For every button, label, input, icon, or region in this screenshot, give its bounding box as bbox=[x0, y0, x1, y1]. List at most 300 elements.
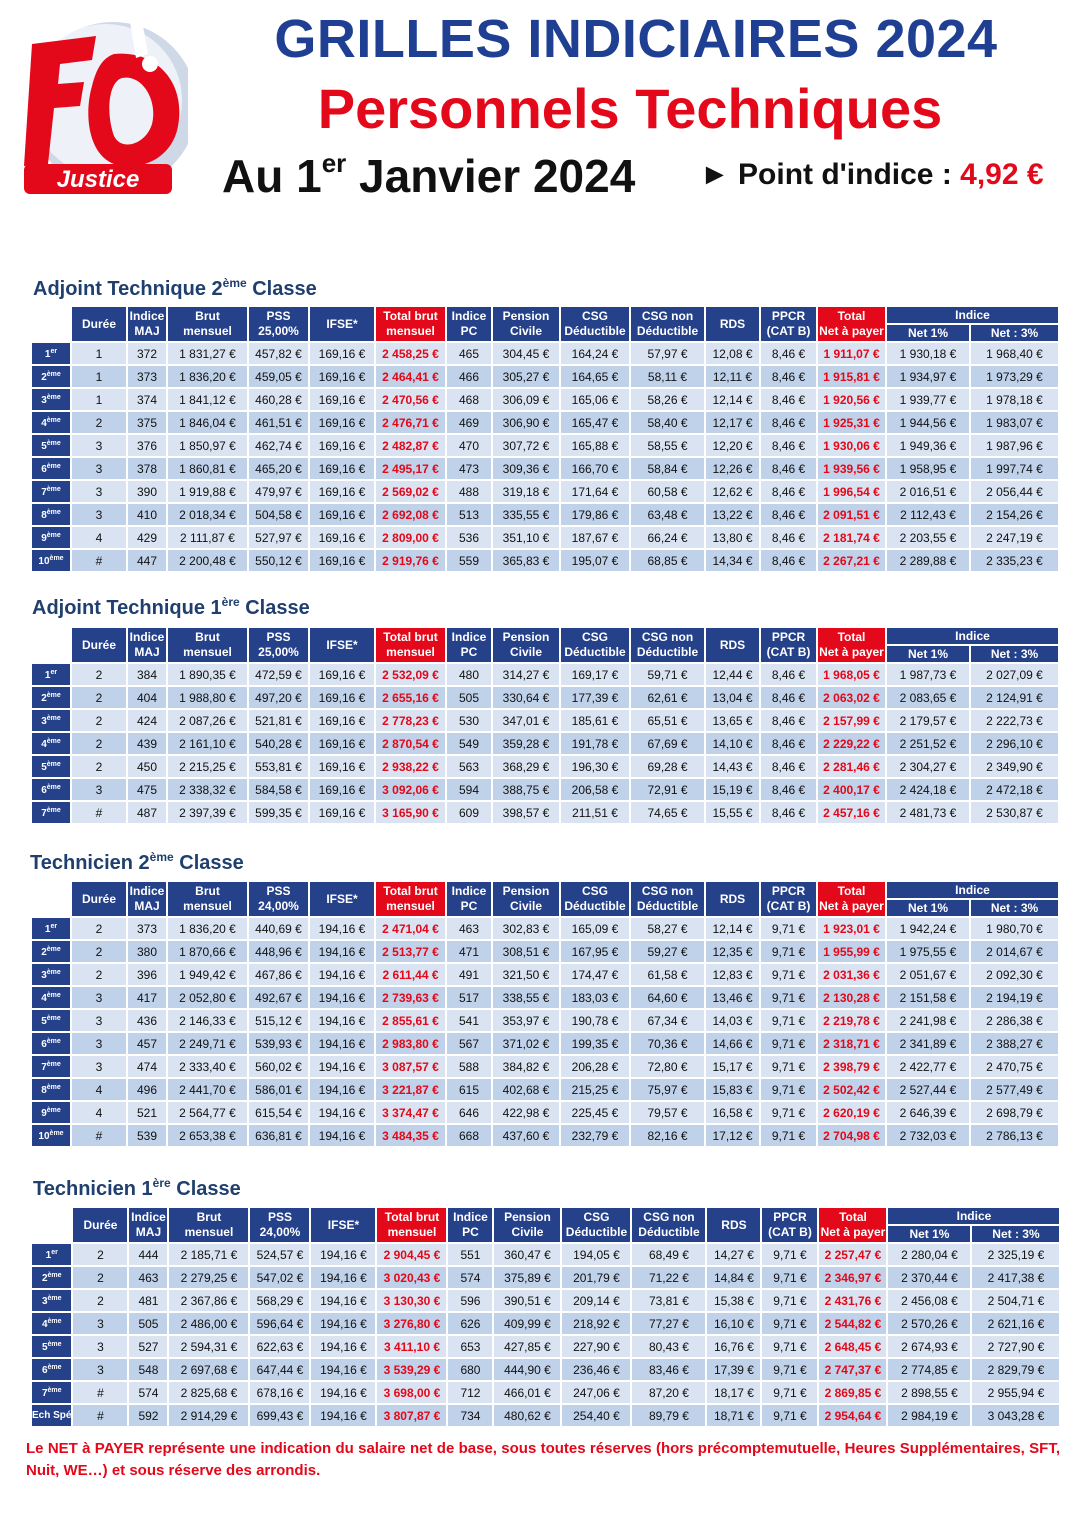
cell-ppcr: 8,46 € bbox=[761, 756, 816, 777]
cell-csg-non-deductible: 72,80 € bbox=[631, 1056, 704, 1077]
salary-grid-table bbox=[30, 626, 1060, 825]
cell-indice-pc: 466 bbox=[447, 366, 491, 387]
table-row bbox=[32, 710, 1058, 731]
cell-duree: 3 bbox=[72, 1033, 126, 1054]
cell-total-net: 1 968,05 € bbox=[818, 664, 885, 685]
cell-ppcr: 9,71 € bbox=[762, 1336, 817, 1357]
header-csg-deductible: CSG Déductible bbox=[562, 1208, 630, 1242]
cell-csg-deductible: 194,05 € bbox=[562, 1244, 630, 1265]
cell-indice-maj: 539 bbox=[128, 1125, 166, 1146]
cell-indice-maj: 380 bbox=[128, 941, 166, 962]
cell-pss: 448,96 € bbox=[249, 941, 308, 962]
cell-indice-pc: 513 bbox=[447, 504, 491, 525]
cell-total-brut: 2 904,45 € bbox=[377, 1244, 446, 1265]
cell-total-brut: 2 855,61 € bbox=[376, 1010, 445, 1031]
cell-net-3: 3 043,28 € bbox=[972, 1405, 1059, 1426]
cell-pension-civile: 409,99 € bbox=[494, 1313, 560, 1334]
cell-indice-pc: 594 bbox=[447, 779, 491, 800]
cell-net-1: 1 934,97 € bbox=[887, 366, 969, 387]
header-net-1: Net 1% bbox=[887, 646, 969, 662]
echelon-label: 2ème bbox=[32, 687, 70, 708]
cell-indice-maj: 574 bbox=[129, 1382, 167, 1403]
cell-indice-pc: 465 bbox=[447, 343, 491, 364]
header-ppcr: PPCR (CAT B) bbox=[762, 1208, 817, 1242]
cell-csg-deductible: 247,06 € bbox=[562, 1382, 630, 1403]
cell-ppcr: 9,71 € bbox=[761, 1125, 816, 1146]
cell-brut-mensuel: 2 397,39 € bbox=[168, 802, 247, 823]
cell-ppcr: 9,71 € bbox=[762, 1405, 817, 1426]
cell-ppcr: 9,71 € bbox=[762, 1244, 817, 1265]
table-row bbox=[32, 366, 1058, 387]
cell-ppcr: 8,46 € bbox=[761, 366, 816, 387]
table-row bbox=[32, 1267, 1059, 1288]
cell-rds: 13,65 € bbox=[706, 710, 759, 731]
header-duree: Durée bbox=[72, 307, 126, 341]
cell-csg-non-deductible: 58,40 € bbox=[631, 412, 704, 433]
cell-duree: 2 bbox=[72, 756, 126, 777]
table-row bbox=[32, 733, 1058, 754]
cell-rds: 12,44 € bbox=[706, 664, 759, 685]
header-duree: Durée bbox=[72, 628, 126, 662]
header-blank bbox=[32, 1208, 71, 1242]
cell-net-3: 2 621,16 € bbox=[972, 1313, 1059, 1334]
cell-csg-non-deductible: 64,60 € bbox=[631, 987, 704, 1008]
cell-ifse: 169,16 € bbox=[310, 412, 374, 433]
echelon-label: 8ème bbox=[32, 504, 70, 525]
cell-indice-maj: 505 bbox=[129, 1313, 167, 1334]
header-net-1: Net 1% bbox=[887, 900, 969, 916]
cell-net-3: 2 296,10 € bbox=[971, 733, 1058, 754]
cell-brut-mensuel: 1 860,81 € bbox=[168, 458, 247, 479]
cell-net-3: 2 388,27 € bbox=[971, 1033, 1058, 1054]
cell-pss: 492,67 € bbox=[249, 987, 308, 1008]
cell-pension-civile: 359,28 € bbox=[493, 733, 559, 754]
cell-pension-civile: 302,83 € bbox=[493, 918, 559, 939]
cell-ifse: 169,16 € bbox=[310, 779, 374, 800]
cell-net-3: 2 286,38 € bbox=[971, 1010, 1058, 1031]
cell-csg-non-deductible: 67,34 € bbox=[631, 1010, 704, 1031]
cell-ifse: 169,16 € bbox=[310, 710, 374, 731]
cell-ifse: 194,16 € bbox=[311, 1290, 375, 1311]
cell-ifse: 194,16 € bbox=[311, 1359, 375, 1380]
cell-net-1: 2 083,65 € bbox=[887, 687, 969, 708]
cell-duree: 1 bbox=[72, 389, 126, 410]
cell-brut-mensuel: 2 052,80 € bbox=[168, 987, 247, 1008]
cell-indice-pc: 530 bbox=[447, 710, 491, 731]
cell-pension-civile: 308,51 € bbox=[493, 941, 559, 962]
header-csg-deductible: CSG Déductible bbox=[561, 307, 629, 341]
cell-indice-pc: 734 bbox=[448, 1405, 492, 1426]
cell-csg-deductible: 169,17 € bbox=[561, 664, 629, 685]
cell-indice-maj: 439 bbox=[128, 733, 166, 754]
cell-pension-civile: 338,55 € bbox=[493, 987, 559, 1008]
cell-net-3: 2 222,73 € bbox=[971, 710, 1058, 731]
cell-rds: 15,19 € bbox=[706, 779, 759, 800]
cell-total-net: 2 954,64 € bbox=[819, 1405, 886, 1426]
cell-duree: 3 bbox=[72, 458, 126, 479]
cell-pension-civile: 360,47 € bbox=[494, 1244, 560, 1265]
header-pension-civile: Pension Civile bbox=[493, 882, 559, 916]
cell-total-net: 2 229,22 € bbox=[818, 733, 885, 754]
header-ifse: IFSE* bbox=[311, 1208, 375, 1242]
echelon-label: 10ème bbox=[32, 1125, 70, 1146]
cell-ppcr: 9,71 € bbox=[761, 1102, 816, 1123]
echelon-label: 10ème bbox=[32, 550, 70, 571]
cell-duree: 3 bbox=[73, 1336, 127, 1357]
cell-total-brut: 2 471,04 € bbox=[376, 918, 445, 939]
cell-csg-deductible: 201,79 € bbox=[562, 1267, 630, 1288]
cell-ifse: 169,16 € bbox=[310, 756, 374, 777]
cell-pss: 647,44 € bbox=[250, 1359, 309, 1380]
cell-pension-civile: 306,09 € bbox=[493, 389, 559, 410]
cell-ifse: 194,16 € bbox=[311, 1382, 375, 1403]
section-title: Adjoint Technique 2ème Classe bbox=[33, 276, 317, 300]
table-row bbox=[32, 343, 1058, 364]
cell-pension-civile: 480,62 € bbox=[494, 1405, 560, 1426]
cell-rds: 14,66 € bbox=[706, 1033, 759, 1054]
cell-net-3: 1 968,40 € bbox=[971, 343, 1058, 364]
cell-total-brut: 3 698,00 € bbox=[377, 1382, 446, 1403]
cell-indice-maj: 429 bbox=[128, 527, 166, 548]
echelon-label: 4ème bbox=[32, 412, 70, 433]
cell-pension-civile: 309,36 € bbox=[493, 458, 559, 479]
cell-duree: 1 bbox=[72, 343, 126, 364]
cell-pension-civile: 466,01 € bbox=[494, 1382, 560, 1403]
cell-net-3: 2 829,79 € bbox=[972, 1359, 1059, 1380]
cell-net-1: 2 898,55 € bbox=[888, 1382, 970, 1403]
cell-ppcr: 8,46 € bbox=[761, 550, 816, 571]
cell-total-brut: 2 495,17 € bbox=[376, 458, 445, 479]
cell-csg-non-deductible: 77,27 € bbox=[632, 1313, 705, 1334]
cell-csg-deductible: 232,79 € bbox=[561, 1125, 629, 1146]
cell-duree: 2 bbox=[73, 1267, 127, 1288]
cell-indice-pc: 551 bbox=[448, 1244, 492, 1265]
cell-pension-civile: 371,02 € bbox=[493, 1033, 559, 1054]
table-row bbox=[32, 802, 1058, 823]
cell-total-net: 2 157,99 € bbox=[818, 710, 885, 731]
cell-net-1: 2 481,73 € bbox=[887, 802, 969, 823]
cell-rds: 12,20 € bbox=[706, 435, 759, 456]
cell-net-1: 2 304,27 € bbox=[887, 756, 969, 777]
cell-ifse: 169,16 € bbox=[310, 481, 374, 502]
cell-net-1: 2 289,88 € bbox=[887, 550, 969, 571]
cell-net-1: 1 939,77 € bbox=[887, 389, 969, 410]
header-indice-maj: Indice MAJ bbox=[128, 307, 166, 341]
cell-net-3: 2 056,44 € bbox=[971, 481, 1058, 502]
page-subtitle: Personnels Techniques bbox=[317, 77, 943, 140]
cell-csg-deductible: 164,24 € bbox=[561, 343, 629, 364]
header-total-brut: Total brut mensuel bbox=[376, 307, 445, 341]
cell-pension-civile: 319,18 € bbox=[493, 481, 559, 502]
cell-ifse: 169,16 € bbox=[310, 366, 374, 387]
cell-net-1: 1 987,73 € bbox=[887, 664, 969, 685]
cell-pss: 586,01 € bbox=[249, 1079, 308, 1100]
cell-csg-non-deductible: 83,46 € bbox=[632, 1359, 705, 1380]
cell-brut-mensuel: 1 831,27 € bbox=[168, 343, 247, 364]
cell-indice-maj: 372 bbox=[128, 343, 166, 364]
cell-ppcr: 8,46 € bbox=[761, 435, 816, 456]
cell-net-3: 2 027,09 € bbox=[971, 664, 1058, 685]
cell-indice-maj: 475 bbox=[128, 779, 166, 800]
header-indice-pc: Indice PC bbox=[447, 628, 491, 662]
cell-pss: 461,51 € bbox=[249, 412, 308, 433]
cell-net-3: 1 980,70 € bbox=[971, 918, 1058, 939]
table-row bbox=[32, 1056, 1058, 1077]
echelon-label: 7ème bbox=[32, 481, 70, 502]
cell-total-brut: 2 476,71 € bbox=[376, 412, 445, 433]
table-row bbox=[32, 1313, 1059, 1334]
cell-net-3: 2 247,19 € bbox=[971, 527, 1058, 548]
cell-csg-non-deductible: 73,81 € bbox=[632, 1290, 705, 1311]
cell-ifse: 194,16 € bbox=[311, 1244, 375, 1265]
cell-ppcr: 9,71 € bbox=[761, 918, 816, 939]
cell-indice-pc: 488 bbox=[447, 481, 491, 502]
echelon-label: 7ème bbox=[32, 802, 70, 823]
header-ifse: IFSE* bbox=[310, 307, 374, 341]
cell-duree: 3 bbox=[72, 987, 126, 1008]
cell-ppcr: 8,46 € bbox=[761, 802, 816, 823]
cell-duree: 3 bbox=[73, 1359, 127, 1380]
cell-pss: 524,57 € bbox=[250, 1244, 309, 1265]
header-indice-group: Indice bbox=[887, 882, 1058, 898]
cell-indice-pc: 471 bbox=[447, 941, 491, 962]
cell-brut-mensuel: 2 215,25 € bbox=[168, 756, 247, 777]
cell-total-net: 2 267,21 € bbox=[818, 550, 885, 571]
cell-net-1: 2 341,89 € bbox=[887, 1033, 969, 1054]
cell-csg-non-deductible: 61,58 € bbox=[631, 964, 704, 985]
logo-text: Justice bbox=[56, 166, 140, 193]
cell-csg-deductible: 225,45 € bbox=[561, 1102, 629, 1123]
cell-net-3: 2 577,49 € bbox=[971, 1079, 1058, 1100]
cell-csg-deductible: 165,09 € bbox=[561, 918, 629, 939]
cell-csg-deductible: 211,51 € bbox=[561, 802, 629, 823]
header-csg-deductible: CSG Déductible bbox=[561, 628, 629, 662]
cell-total-net: 2 457,16 € bbox=[818, 802, 885, 823]
header-csg-deductible: CSG Déductible bbox=[561, 882, 629, 916]
cell-pss: 699,43 € bbox=[250, 1405, 309, 1426]
cell-total-net: 1 915,81 € bbox=[818, 366, 885, 387]
cell-pss: 457,82 € bbox=[249, 343, 308, 364]
cell-ppcr: 9,71 € bbox=[762, 1313, 817, 1334]
cell-pension-civile: 375,89 € bbox=[494, 1267, 560, 1288]
cell-duree: 3 bbox=[72, 504, 126, 525]
cell-net-1: 2 674,93 € bbox=[888, 1336, 970, 1357]
cell-indice-pc: 680 bbox=[448, 1359, 492, 1380]
cell-pension-civile: 427,85 € bbox=[494, 1336, 560, 1357]
cell-csg-deductible: 165,47 € bbox=[561, 412, 629, 433]
table-row bbox=[32, 664, 1058, 685]
cell-net-1: 2 424,18 € bbox=[887, 779, 969, 800]
cell-csg-non-deductible: 67,69 € bbox=[631, 733, 704, 754]
header-total-brut: Total brut mensuel bbox=[376, 628, 445, 662]
cell-brut-mensuel: 2 018,34 € bbox=[168, 504, 247, 525]
cell-total-net: 1 955,99 € bbox=[818, 941, 885, 962]
header-blank bbox=[32, 307, 70, 341]
cell-brut-mensuel: 1 836,20 € bbox=[168, 366, 247, 387]
cell-duree: # bbox=[72, 1125, 126, 1146]
cell-pension-civile: 321,50 € bbox=[493, 964, 559, 985]
cell-indice-maj: 592 bbox=[129, 1405, 167, 1426]
cell-pss: 560,02 € bbox=[249, 1056, 308, 1077]
cell-net-3: 2 786,13 € bbox=[971, 1125, 1058, 1146]
echelon-label: 1er bbox=[32, 1244, 71, 1265]
table-row bbox=[32, 1382, 1059, 1403]
table-row bbox=[32, 550, 1058, 571]
cell-total-net: 1 930,06 € bbox=[818, 435, 885, 456]
echelon-label: 7ème bbox=[32, 1056, 70, 1077]
cell-indice-maj: 447 bbox=[128, 550, 166, 571]
point-indice: ► Point d'indice : 4,92 € bbox=[700, 158, 1044, 191]
cell-brut-mensuel: 1 841,12 € bbox=[168, 389, 247, 410]
cell-indice-maj: 548 bbox=[129, 1359, 167, 1380]
cell-total-net: 1 920,56 € bbox=[818, 389, 885, 410]
cell-rds: 14,10 € bbox=[706, 733, 759, 754]
table-row bbox=[32, 987, 1058, 1008]
cell-total-net: 2 704,98 € bbox=[818, 1125, 885, 1146]
cell-net-1: 2 774,85 € bbox=[888, 1359, 970, 1380]
cell-pss: 615,54 € bbox=[249, 1102, 308, 1123]
cell-pss: 479,97 € bbox=[249, 481, 308, 502]
cell-ifse: 194,16 € bbox=[310, 1033, 374, 1054]
header-indice-pc: Indice PC bbox=[448, 1208, 492, 1242]
cell-csg-non-deductible: 89,79 € bbox=[632, 1405, 705, 1426]
cell-csg-deductible: 164,65 € bbox=[561, 366, 629, 387]
table-row bbox=[32, 527, 1058, 548]
cell-csg-deductible: 165,88 € bbox=[561, 435, 629, 456]
cell-pension-civile: 368,29 € bbox=[493, 756, 559, 777]
cell-ifse: 169,16 € bbox=[310, 435, 374, 456]
table-row bbox=[32, 481, 1058, 502]
cell-duree: # bbox=[73, 1405, 127, 1426]
cell-ppcr: 8,46 € bbox=[761, 779, 816, 800]
cell-csg-deductible: 179,86 € bbox=[561, 504, 629, 525]
cell-pension-civile: 384,82 € bbox=[493, 1056, 559, 1077]
cell-csg-non-deductible: 68,85 € bbox=[631, 550, 704, 571]
cell-total-net: 2 544,82 € bbox=[819, 1313, 886, 1334]
cell-pss: 553,81 € bbox=[249, 756, 308, 777]
cell-pension-civile: 347,01 € bbox=[493, 710, 559, 731]
cell-net-3: 1 983,07 € bbox=[971, 412, 1058, 433]
cell-duree: 4 bbox=[72, 1102, 126, 1123]
header-net-3: Net : 3% bbox=[972, 1226, 1059, 1242]
header-ppcr: PPCR (CAT B) bbox=[761, 882, 816, 916]
cell-total-net: 2 502,42 € bbox=[818, 1079, 885, 1100]
cell-net-1: 2 179,57 € bbox=[887, 710, 969, 731]
cell-total-brut: 2 655,16 € bbox=[376, 687, 445, 708]
cell-rds: 16,10 € bbox=[707, 1313, 760, 1334]
cell-brut-mensuel: 1 850,97 € bbox=[168, 435, 247, 456]
echelon-label: 7ème bbox=[32, 1382, 71, 1403]
header-ppcr: PPCR (CAT B) bbox=[761, 307, 816, 341]
cell-rds: 13,46 € bbox=[706, 987, 759, 1008]
cell-net-1: 2 422,77 € bbox=[887, 1056, 969, 1077]
header-net-3: Net : 3% bbox=[971, 325, 1058, 341]
cell-indice-maj: 496 bbox=[128, 1079, 166, 1100]
cell-total-brut: 2 739,63 € bbox=[376, 987, 445, 1008]
cell-indice-pc: 541 bbox=[447, 1010, 491, 1031]
cell-rds: 18,17 € bbox=[707, 1382, 760, 1403]
cell-rds: 12,35 € bbox=[706, 941, 759, 962]
header-rds: RDS bbox=[706, 628, 759, 662]
cell-total-brut: 3 020,43 € bbox=[377, 1267, 446, 1288]
cell-indice-pc: 559 bbox=[447, 550, 491, 571]
table-row bbox=[32, 1033, 1058, 1054]
cell-net-1: 1 975,55 € bbox=[887, 941, 969, 962]
header-brut-mensuel: Brut mensuel bbox=[168, 307, 247, 341]
cell-total-net: 1 925,31 € bbox=[818, 412, 885, 433]
cell-total-net: 1 996,54 € bbox=[818, 481, 885, 502]
cell-rds: 13,80 € bbox=[706, 527, 759, 548]
cell-indice-maj: 450 bbox=[128, 756, 166, 777]
cell-brut-mensuel: 2 338,32 € bbox=[168, 779, 247, 800]
cell-indice-pc: 588 bbox=[447, 1056, 491, 1077]
cell-rds: 18,71 € bbox=[707, 1405, 760, 1426]
cell-brut-mensuel: 2 914,29 € bbox=[169, 1405, 248, 1426]
cell-duree: 3 bbox=[73, 1313, 127, 1334]
salary-grid-table bbox=[30, 1206, 1061, 1428]
table-row bbox=[32, 1336, 1059, 1357]
cell-pension-civile: 304,45 € bbox=[493, 343, 559, 364]
cell-indice-pc: 615 bbox=[447, 1079, 491, 1100]
cell-pss: 596,64 € bbox=[250, 1313, 309, 1334]
table-row bbox=[32, 504, 1058, 525]
cell-csg-non-deductible: 58,55 € bbox=[631, 435, 704, 456]
cell-csg-non-deductible: 65,51 € bbox=[631, 710, 704, 731]
point-indice-value: 4,92 € bbox=[960, 158, 1044, 191]
cell-pss: 547,02 € bbox=[250, 1267, 309, 1288]
cell-pension-civile: 306,90 € bbox=[493, 412, 559, 433]
cell-pension-civile: 388,75 € bbox=[493, 779, 559, 800]
cell-rds: 12,08 € bbox=[706, 343, 759, 364]
cell-net-3: 2 194,19 € bbox=[971, 987, 1058, 1008]
cell-ppcr: 9,71 € bbox=[762, 1359, 817, 1380]
cell-rds: 16,76 € bbox=[707, 1336, 760, 1357]
cell-ifse: 194,16 € bbox=[310, 918, 374, 939]
cell-net-3: 2 472,18 € bbox=[971, 779, 1058, 800]
cell-rds: 12,17 € bbox=[706, 412, 759, 433]
cell-csg-deductible: 206,58 € bbox=[561, 779, 629, 800]
cell-csg-deductible: 206,28 € bbox=[561, 1056, 629, 1077]
cell-indice-pc: 563 bbox=[447, 756, 491, 777]
echelon-label: 8ème bbox=[32, 1079, 70, 1100]
header-total-net: Total Net à payer bbox=[818, 307, 885, 341]
cell-net-3: 2 154,26 € bbox=[971, 504, 1058, 525]
cell-csg-deductible: 191,78 € bbox=[561, 733, 629, 754]
cell-ifse: 169,16 € bbox=[310, 504, 374, 525]
cell-pss: 550,12 € bbox=[249, 550, 308, 571]
table-row bbox=[32, 964, 1058, 985]
cell-rds: 14,27 € bbox=[707, 1244, 760, 1265]
cell-total-net: 2 400,17 € bbox=[818, 779, 885, 800]
cell-rds: 17,12 € bbox=[706, 1125, 759, 1146]
header-brut-mensuel: Brut mensuel bbox=[169, 1208, 248, 1242]
cell-total-brut: 2 611,44 € bbox=[376, 964, 445, 985]
cell-rds: 12,26 € bbox=[706, 458, 759, 479]
cell-brut-mensuel: 2 653,38 € bbox=[168, 1125, 247, 1146]
cell-total-net: 2 431,76 € bbox=[819, 1290, 886, 1311]
cell-indice-maj: 521 bbox=[128, 1102, 166, 1123]
cell-pension-civile: 335,55 € bbox=[493, 504, 559, 525]
cell-duree: 2 bbox=[72, 733, 126, 754]
cell-pss: 678,16 € bbox=[250, 1382, 309, 1403]
cell-indice-pc: 473 bbox=[447, 458, 491, 479]
cell-total-net: 1 939,56 € bbox=[818, 458, 885, 479]
cell-csg-deductible: 167,95 € bbox=[561, 941, 629, 962]
cell-pss: 622,63 € bbox=[250, 1336, 309, 1357]
echelon-label: 2ème bbox=[32, 941, 70, 962]
cell-rds: 13,04 € bbox=[706, 687, 759, 708]
echelon-label: 3ème bbox=[32, 1290, 71, 1311]
